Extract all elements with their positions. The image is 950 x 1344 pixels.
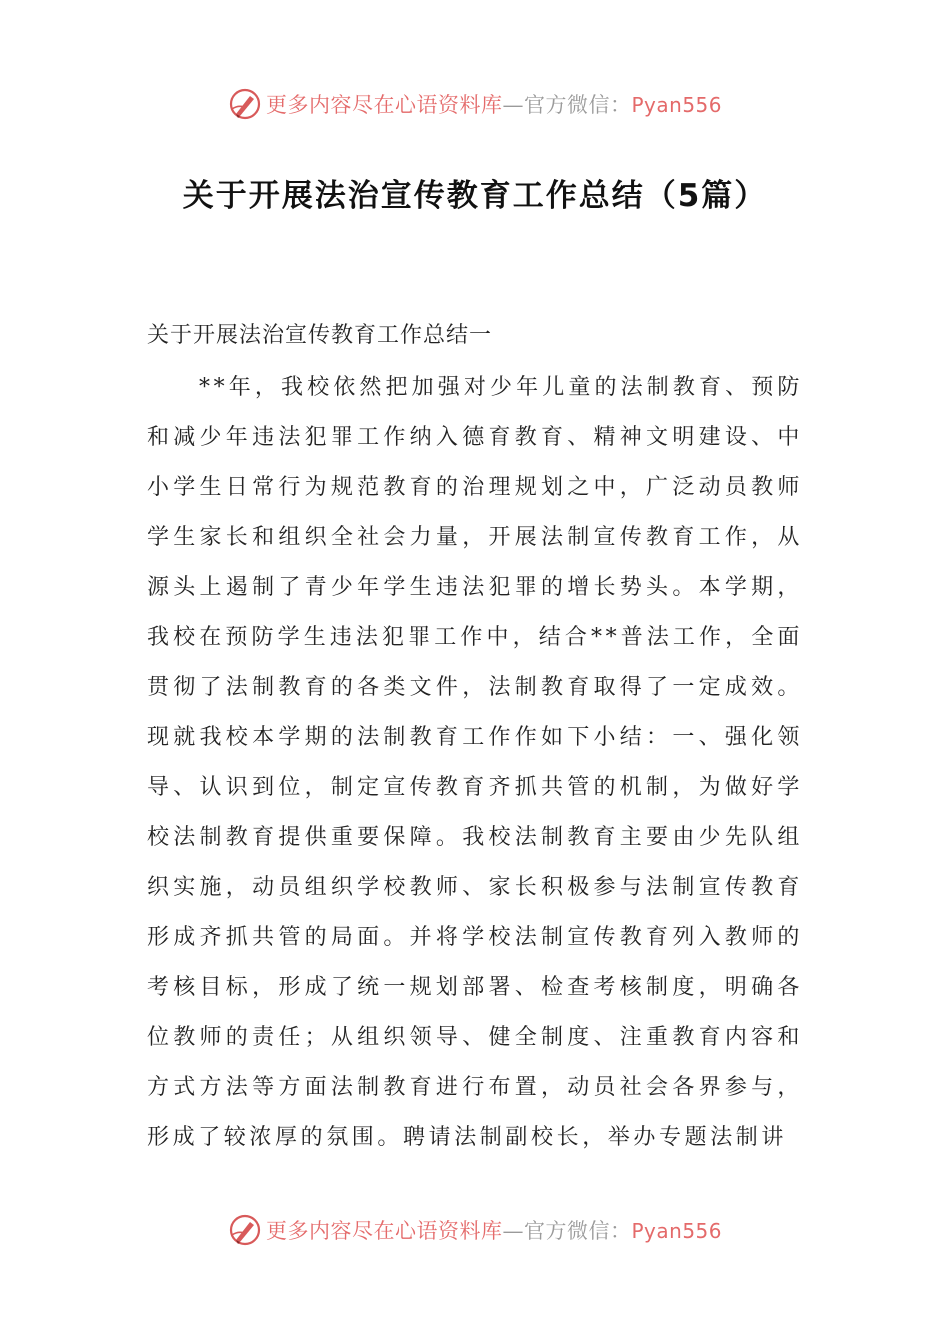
watermark-wechat-id: Pyan556: [631, 93, 722, 117]
watermark-wechat-id: Pyan556: [631, 1219, 722, 1243]
watermark-wechat-label: —官方微信：: [502, 1219, 632, 1243]
watermark-header: [0, 84, 950, 124]
watermark-text: [266, 1215, 722, 1245]
section-heading: 关于开展法治宣传教育工作总结一: [147, 323, 493, 348]
pen-logo-icon: [228, 87, 262, 121]
document-title: 关于开展法治宣传教育工作总结（5篇）: [182, 178, 768, 214]
watermark-wechat-label: —官方微信：: [502, 93, 632, 117]
watermark-site-name: 更多内容尽在心语资料库: [265, 93, 503, 117]
watermark-site-name: 更多内容尽在心语资料库: [265, 1219, 503, 1243]
watermark-footer: [0, 1210, 950, 1250]
watermark-text: [266, 89, 722, 119]
body-paragraph: **年，我校依然把加强对少年儿童的法制教育、预防和减少年违法犯罪工作纳入德育教育、精神文明建设、中小学生日常行为规范教育的治理规划之中，广泛动员教师学生家长和组织全社会力量，开展法制宣传教育工作，从源头上遏制了青少年学生违法犯罪的增长势头。本学期，我校在预防学生违法犯罪工作中，结合**普法工作，全面贯彻了法制教育的各类文件，法制教育取得了一定成效。现就我校本学期的法制教育工作作如下小结：一、强化领导、认识到位，制定宣传教育齐抓共管的机制，为做好学校法制教育提供重要保障。我校法制教育主要由少先队组织实施，动员组织学校教师、家长积极参与法制宣传教育形成齐抓共管的局面。并将学校法制宣传教育列入教师的考核目标，形成了统一规划部署、检查考核制度，明确各位教师的责任；从组织领导、健全制度、注重教育内容和方式方法等方面法制教育进行布置，动员社会各界参与，形成了较浓厚的氛围。聘请法制副校长，举办专题法制讲: [147, 375, 803, 1150]
pen-logo-icon: [228, 1213, 262, 1247]
